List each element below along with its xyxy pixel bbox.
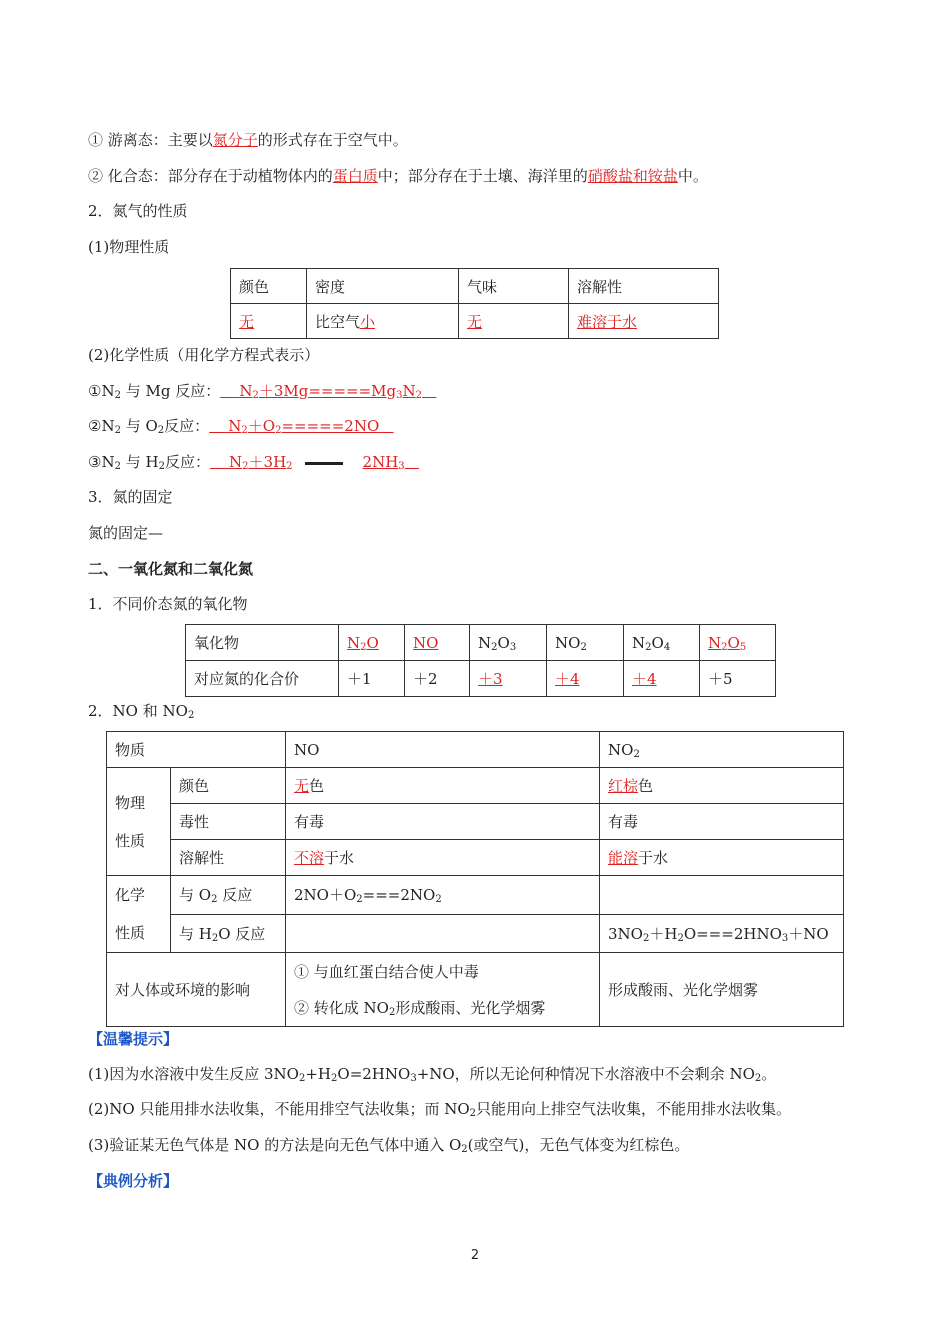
free-state-line: ① 游离态：主要以氮分子的形式存在于空气中。 xyxy=(88,131,408,149)
oxides-heading: 1．不同价态氮的氧化物 xyxy=(88,595,248,613)
combined-state-line: ② 化合态：部分存在于动植物体内的蛋白质中；部分存在于土壤、海洋里的硝酸盐和铵盐中。 xyxy=(88,167,708,185)
nitrogen-properties-heading: 2．氮气的性质 xyxy=(88,202,188,220)
page-number: 2 xyxy=(470,1248,480,1263)
physical-properties-table: 颜色 密度 气味 溶解性 无 比空气小 无 难溶于水 xyxy=(230,268,719,339)
tip-3: (3)验证某无色气体是 NO 的方法是向无色气体中通入 $O_2$(或空气)，无色气体变为红棕色。 xyxy=(88,1136,690,1155)
nitrogen-fixation-text: 氮的固定— xyxy=(88,524,164,542)
nitrogen-fixation-heading: 3．氮的固定 xyxy=(88,488,173,506)
no-no2-comparison-table: 物质 NO $NO_2$ 物理 性质 颜色 无色 红棕色 毒性 有毒 有毒 溶解性 不溶于水 能溶于水 化学 性质 与 $O_2$ 反应 $2NO+O_2===2NO_2$ 与 $H_2O$ 反应 $3NO_2+H_2O===2HNO_3+NO$ 对人体或环境的影响 ① 与血红蛋白结合使人中毒 ② 转化成 $NO_2$形成酸雨、光化学烟雾 形成酸雨、光化学烟雾 xyxy=(106,731,844,1027)
reaction-o2: $②N_2$ 与 $O_2$反应： $N_2+O_2=====2NO$ xyxy=(88,417,380,436)
reaction-mg: $①N_2$ 与 Mg 反应： $N_2+3Mg=====Mg_3N_2$ xyxy=(88,382,422,401)
tips-title: 【温馨提示】 xyxy=(88,1030,179,1048)
no-no2-heading: 2．NO 和 $NO_2$ xyxy=(88,702,195,721)
reversible-arrow-icon xyxy=(305,462,343,465)
tip-2: (2)NO 只能用排水法收集，不能用排空气法收集；而 $NO_2$只能用向上排空气法收集，不能用排水法收集。 xyxy=(88,1100,792,1119)
physical-properties-heading: (1)物理性质 xyxy=(88,238,170,256)
chemical-properties-heading: (2)化学性质（用化学方程式表示） xyxy=(88,346,320,364)
oxides-table: 氧化物 $N_2O$ NO $N_2O_3$ $NO_2$ $N_2O_4$ $N_2O_5$ 对应氮的化合价 ＋1 ＋2 ＋3 ＋4 ＋4 ＋5 xyxy=(185,624,776,697)
example-analysis-title: 【典例分析】 xyxy=(88,1172,179,1190)
reaction-h2: $③N_2$ 与 $H_2$反应： $N_2+3H_2$ $2NH_3$ xyxy=(88,453,405,472)
tip-1: (1)因为水溶液中发生反应 $3NO_2+H_2O=2HNO_3+NO$，所以无论何种情况下水溶液中不会剩余 $NO_2$。 xyxy=(88,1065,777,1084)
section-title-no-no2: 二、一氧化氮和二氧化氮 xyxy=(88,560,254,578)
